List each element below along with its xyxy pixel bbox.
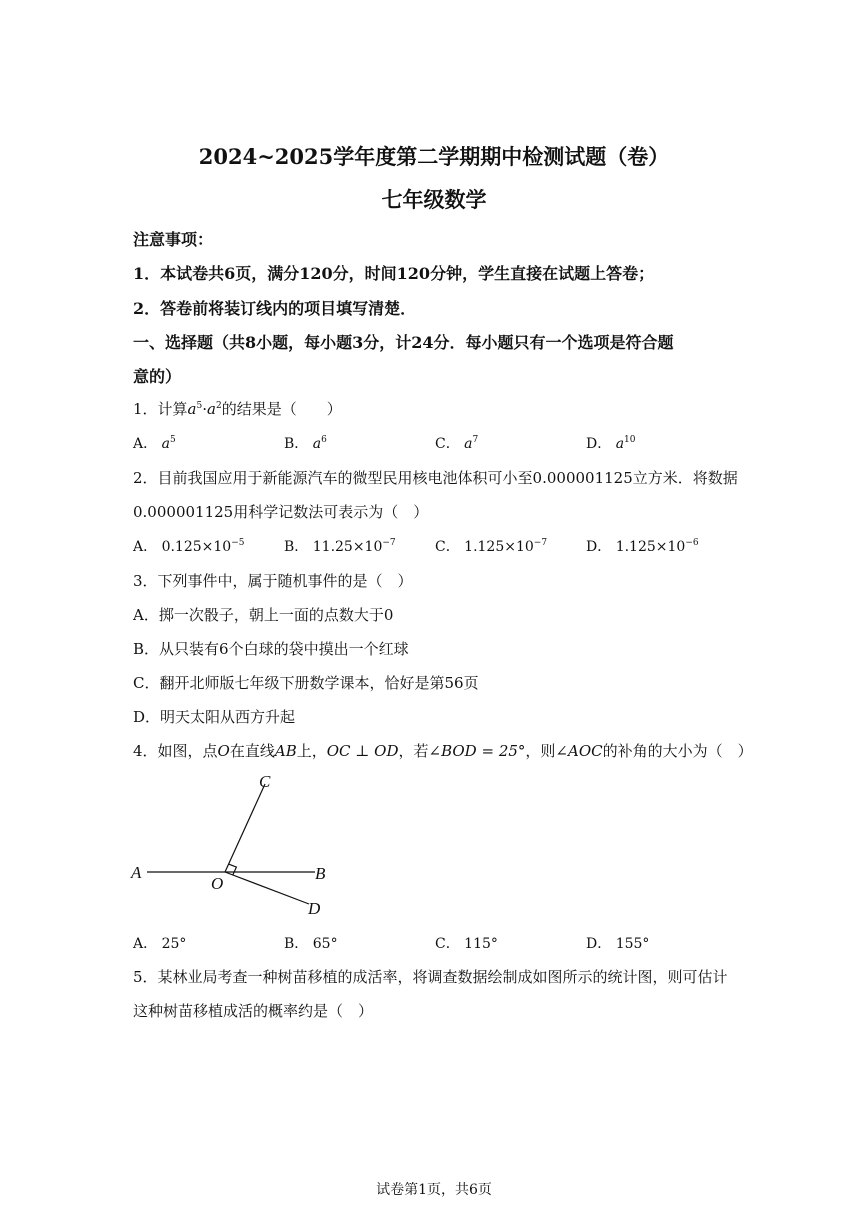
question-1-option-a: A． $a^5$ [133,435,176,452]
label-b: B [315,864,326,883]
section-title-line-2: 意的） [133,367,182,386]
question-1-option-b: B． $a^6$ [284,435,327,452]
section-title-line-1: 一、选择题（共8小题，每小题3分，计24分．每小题只有一个选项是符合题 [133,333,674,352]
question-3-option-a: A．掷一次骰子，朝上一面的点数大于0 [133,606,394,624]
ray-oc [225,784,265,872]
question-4-option-d: D． 155° [586,936,650,952]
question-4-figure [125,768,345,928]
question-1-option-d: D． $a^{10}$ [586,435,636,452]
notice-item-2: 2．答卷前将装订线内的项目填写清楚． [133,299,417,318]
notice-heading: 注意事项： [133,230,214,249]
question-2-option-b: B． $11.25\times 10^{-7}$ [284,538,396,555]
question-1-option-c: C． $a^7$ [435,435,479,452]
page-footer: 试卷第1页，共6页 [376,1182,492,1198]
question-4-option-c: C． 115° [435,936,498,952]
question-2-stem-line-2: 0.000001125用科学记数法可表示为（ ） [133,503,429,521]
notice-item-1: 1．本试卷共6页，满分120分，时间120分钟，学生直接在试题上答卷； [133,264,655,283]
label-d: D [308,899,321,918]
question-4-stem: 4．如图，点O在直线AB上，OC ⊥ OD，若∠BOD = 25°，则∠AOC的补角的大小为（ ） [133,742,753,760]
question-4-option-a: A． 25° [133,936,187,952]
question-2-option-a: A． $0.125\times 10^{-5}$ [133,538,245,555]
label-o: O [211,874,224,893]
question-3-stem: 3．下列事件中，属于随机事件的是（ ） [133,572,413,590]
question-2-stem-line-1: 2．目前我国应用于新能源汽车的微型民用核电池体积可小至0.000001125立方米．将数据 [133,469,738,487]
question-2-option-d: D． $1.125\times 10^{-6}$ [586,538,699,555]
question-5-stem-line-2: 这种树苗移植成活的概率约是（ ） [133,1002,374,1020]
question-4-option-b: B． 65° [284,936,338,952]
question-3-option-b: B．从只装有6个白球的袋中摸出一个红球 [133,640,409,658]
question-3-option-d: D．明天太阳从西方升起 [133,708,296,726]
question-1-stem: 1．计算$a^5\cdot a^2$的结果是（ ） [133,400,342,418]
question-5-stem-line-1: 5．某林业局考查一种树苗移植的成活率，将调查数据绘制成如图所示的统计图，则可估计 [133,968,728,986]
label-a: A [131,863,142,882]
exam-subtitle: 七年级数学 [381,187,487,212]
ray-od [225,872,309,904]
question-2-option-c: C． $1.125\times 10^{-7}$ [435,538,548,555]
exam-title: 2024~2025学年度第二学期期中检测试题（卷） [198,144,670,169]
question-3-option-c: C．翻开北师版七年级下册数学课本，恰好是第56页 [133,674,479,692]
label-c: C [259,772,271,791]
